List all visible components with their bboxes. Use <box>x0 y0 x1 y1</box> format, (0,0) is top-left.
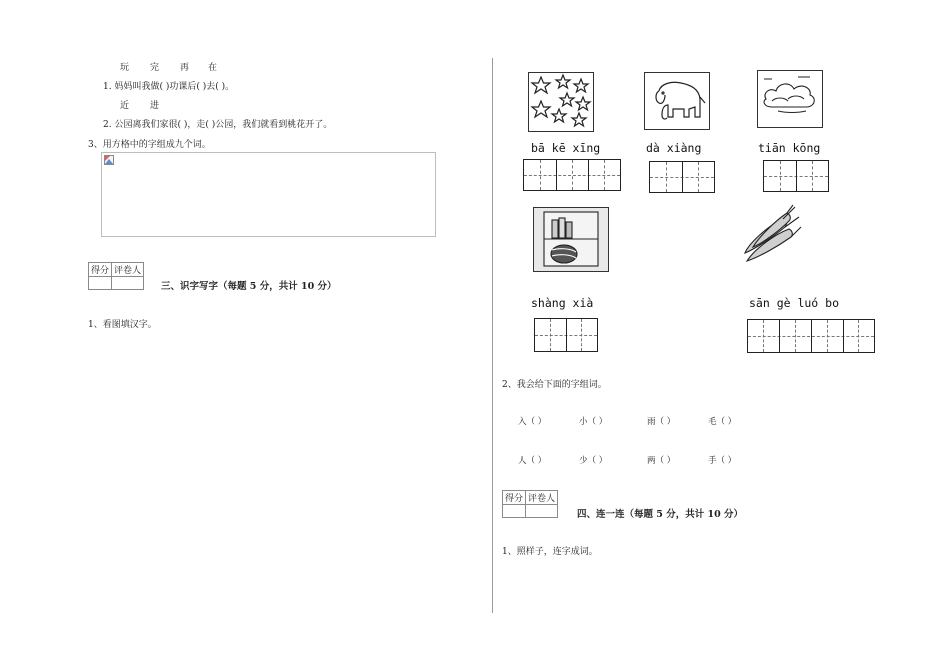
pinyin-label: bā kē xīng <box>531 141 601 155</box>
writing-grid[interactable] <box>747 319 875 353</box>
score-table <box>88 262 144 290</box>
question-1-sentence: 1. 妈妈叫我做( )功课后( )去( )。 <box>103 82 235 92</box>
pinyin-label: tiān kōng <box>758 141 821 155</box>
score-cell[interactable] <box>503 505 526 518</box>
stars-icon <box>528 72 594 132</box>
question-look-write: 1、看图填汉字。 <box>88 320 157 330</box>
question-3-title: 3、用方格中的字组成九个词。 <box>88 140 211 150</box>
pinyin-label: shàng xià <box>531 296 594 310</box>
choice-word: 完 <box>150 63 160 73</box>
pinyin-label: dà xiàng <box>646 141 702 155</box>
writing-grid[interactable] <box>534 318 598 352</box>
word-blank[interactable]: 人（ ） <box>518 456 547 466</box>
writing-grid[interactable] <box>523 159 621 191</box>
broken-image-icon <box>104 155 114 165</box>
choice-word: 玩 <box>120 63 130 73</box>
section-4-title: 四、连一连（每题 5 分，共计 10 分） <box>577 509 744 520</box>
character-grid-box <box>101 152 436 237</box>
column-divider <box>492 58 493 613</box>
word-blank[interactable]: 入（ ） <box>518 417 547 427</box>
word-blank[interactable]: 毛（ ） <box>708 417 737 427</box>
writing-grid[interactable] <box>649 161 715 193</box>
elephant-icon <box>644 72 710 130</box>
grader-cell[interactable] <box>526 505 558 518</box>
question-connect: 1、照样子，连字成词。 <box>502 547 598 557</box>
score-label: 得分 <box>89 263 112 277</box>
word-blank[interactable]: 少（ ） <box>579 456 608 466</box>
score-cell[interactable] <box>89 277 112 290</box>
score-table <box>502 490 558 518</box>
pinyin-label: sān gè luó bo <box>749 296 840 310</box>
word-blank[interactable]: 小（ ） <box>579 417 608 427</box>
writing-grid[interactable] <box>763 160 829 192</box>
grader-label: 评卷人 <box>526 491 558 505</box>
choice-word: 近 <box>120 101 130 111</box>
word-blank[interactable]: 雨（ ） <box>647 417 676 427</box>
section-3-title: 三、识字写字（每题 5 分，共计 10 分） <box>161 281 337 292</box>
question-2-sentence: 2. 公园离我们家很( )，走( )公园，我们就看到桃花开了。 <box>103 120 333 130</box>
shelf-icon <box>533 207 609 272</box>
choice-word: 再 <box>180 63 190 73</box>
grader-cell[interactable] <box>112 277 144 290</box>
carrots-icon <box>739 203 803 265</box>
word-blank[interactable]: 两（ ） <box>647 456 676 466</box>
choice-word: 进 <box>150 101 160 111</box>
cloud-icon <box>757 70 823 128</box>
choice-word: 在 <box>208 63 218 73</box>
word-blank[interactable]: 手（ ） <box>708 456 737 466</box>
question-2-title: 2、我会给下面的字组词。 <box>502 380 607 390</box>
grader-label: 评卷人 <box>112 263 144 277</box>
score-label: 得分 <box>503 491 526 505</box>
